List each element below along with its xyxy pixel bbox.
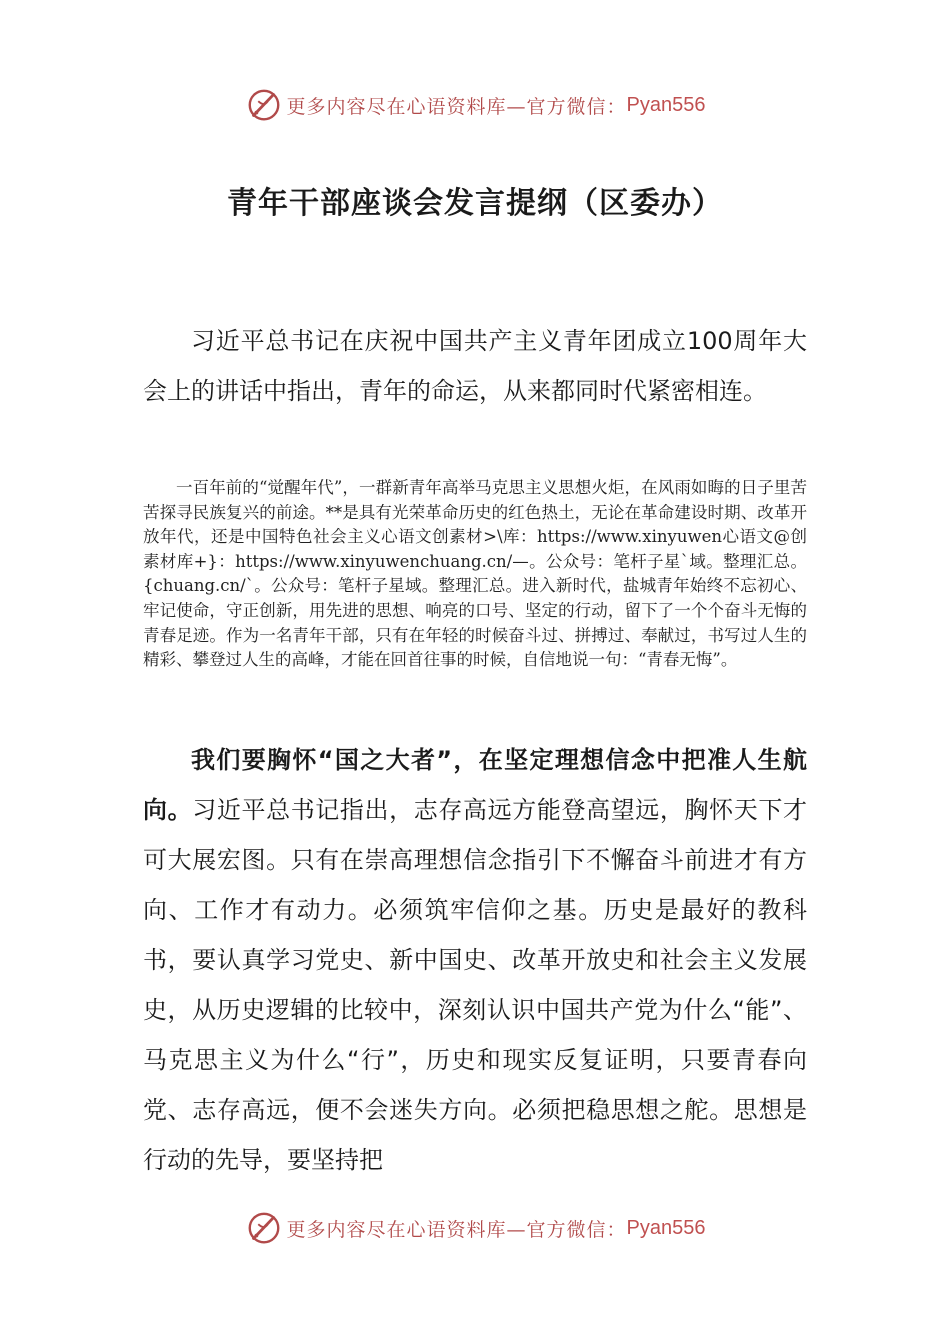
paragraph-intro xyxy=(143,316,807,416)
paragraph-3 xyxy=(143,735,807,1185)
header-watermark xyxy=(0,85,950,125)
watermark-wechat: Pyan556 xyxy=(626,93,706,116)
paragraph-1-text: 习近平总书记在庆祝中国共产主义青年团成立100周年大会上的讲话中指出，青年的命运，从来都同时代紧密相连。 xyxy=(143,327,807,405)
watermark-text: 更多内容尽在心语资料库—官方微信： xyxy=(286,95,627,118)
paragraph-history xyxy=(143,476,807,673)
watermark-wechat: Pyan556 xyxy=(626,1216,706,1239)
watermark-text: 更多内容尽在心语资料库—官方微信： xyxy=(286,1218,627,1241)
paragraph-2-text: 一百年前的“觉醒年代”，一群新青年高举马克思主义思想火炬，在风雨如晦的日子里苦苦探寻民族复兴的前途。**是具有光荣革命历史的红色热土，无论在革命建设时期、改革开放年代，还是中国特色社会主义心语文创素材>\库：https://www.xinyuwen心语文@创素材库+}：https://www.xinyuwenchuang.cn/—。公众号：笔杆子星`域。整理汇总。{chuang.cn/`。公众号：笔杆子星域。整理汇总。进入新时代，盐城青年始终不忘初心、牢记使命，守正创新，用先进的思想、响亮的口号、坚定的行动，留下了一个个奋斗无悔的青春足迹。作为一名青年干部，只有在年轻的时候奋斗过、拼搏过、奉献过，书写过人生的精彩、攀登过人生的高峰，才能在回首往事的时候，自信地说一句：“青春无悔”。 xyxy=(143,478,807,670)
footer-watermark xyxy=(0,1208,950,1248)
pen-logo-icon xyxy=(245,86,283,124)
pen-logo-icon xyxy=(245,1209,283,1247)
paragraph-3-text: 习近平总书记指出，志存高远方能登高望远，胸怀天下才可大展宏图。只有在崇高理想信念指引下不懈奋斗前进才有方向、工作才有动力。必须筑牢信仰之基。历史是最好的教科书，要认真学习党史、新中国史、改革开放史和社会主义发展史，从历史逻辑的比较中，深刻认识中国共产党为什么“能”、马克思主义为什么“行”，历史和现实反复证明，只要青春向党、志存高远，便不会迷失方向。必须把稳思想之舵。思想是行动的先导，要坚持把 xyxy=(143,796,808,1174)
paragraph-ideals xyxy=(143,735,807,1185)
paragraph-3-heading: 我们要胸怀“国之大者”，在坚定理想信念中把准人生航向。 xyxy=(143,746,807,824)
document-title: 青年干部座谈会发言提纲（区委办） xyxy=(227,186,723,221)
